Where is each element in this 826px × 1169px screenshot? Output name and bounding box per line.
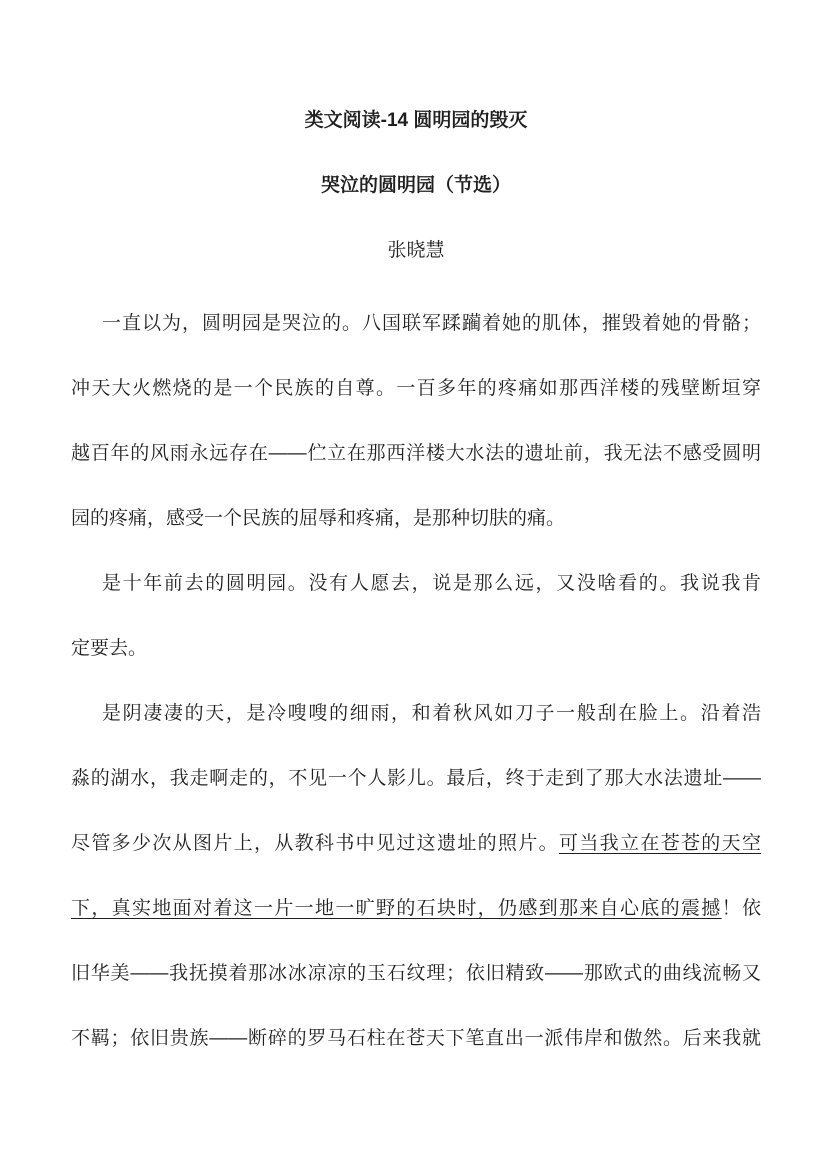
text-line [71, 486, 761, 551]
text-segment: 一直以为，圆明园是哭泣的。八国联军蹂躏着她的肌体，摧毁着她的骨骼； [102, 313, 761, 334]
text-line [71, 1006, 761, 1071]
text-segment: 冲天大火燃烧的是一个民族的自尊。一百多年的疼痛如那西洋楼的残壁断垣穿 [71, 378, 761, 399]
text-segment: 园的疼痛，感受一个民族的屈辱和疼痛，是那种切肤的痛。 [71, 508, 566, 529]
text-line [71, 616, 761, 681]
text-line [71, 356, 761, 421]
text-line [71, 746, 761, 811]
text-segment: 越百年的风雨永远存在——伫立在那西洋楼大水法的遗址前，我无法不感受圆明 [71, 443, 761, 464]
text-line [71, 941, 761, 1006]
text-segment: 定要去。 [71, 638, 148, 659]
underlined-text-segment: 可当我立在苍苍的天空 [558, 833, 761, 854]
text-segment: 尽管多少次从图片上，从教科书中见过这遗址的照片。 [71, 833, 559, 854]
underlined-text-segment: 下，真实地面对着这一片一地一旷野的石块时，仍感到那来自心底的震撼 [71, 898, 722, 919]
title-block [71, 88, 761, 283]
text-segment: 不羁；依旧贵族——断碎的罗马石柱在苍天下笔直出一派伟岸和傲然。后来我就 [71, 1028, 761, 1049]
author-name: 张晓慧 [387, 240, 445, 261]
text-segment: 是阴凄凄的天，是冷嗖嗖的细雨，和着秋风如刀子一般刮在脸上。沿着浩 [102, 703, 761, 724]
text-line [71, 291, 761, 356]
text-line [71, 811, 761, 876]
text-segment: 旧华美——我抚摸着那冰冰凉凉的玉石纹理；依旧精致——那欧式的曲线流畅又 [71, 963, 761, 984]
document-title: 类文阅读-14 圆明园的毁灭 [304, 110, 528, 131]
text-segment: ！依 [721, 898, 761, 919]
document-content [71, 88, 761, 1071]
document-subtitle: 哭泣的圆明园（节选） [320, 175, 511, 196]
text-line [71, 421, 761, 486]
paragraph-2 [71, 551, 761, 681]
text-line [71, 681, 761, 746]
text-segment: 是十年前去的圆明园。没有人愿去，说是那么远，又没啥看的。我说我肯 [102, 573, 761, 594]
text-line [71, 551, 761, 616]
paragraph-1 [71, 291, 761, 551]
body-text [71, 291, 761, 1071]
text-line [71, 876, 761, 941]
paragraph-3 [71, 681, 761, 1071]
text-segment: 淼的湖水，我走啊走的，不见一个人影儿。最后，终于走到了那大水法遗址—— [71, 768, 761, 789]
